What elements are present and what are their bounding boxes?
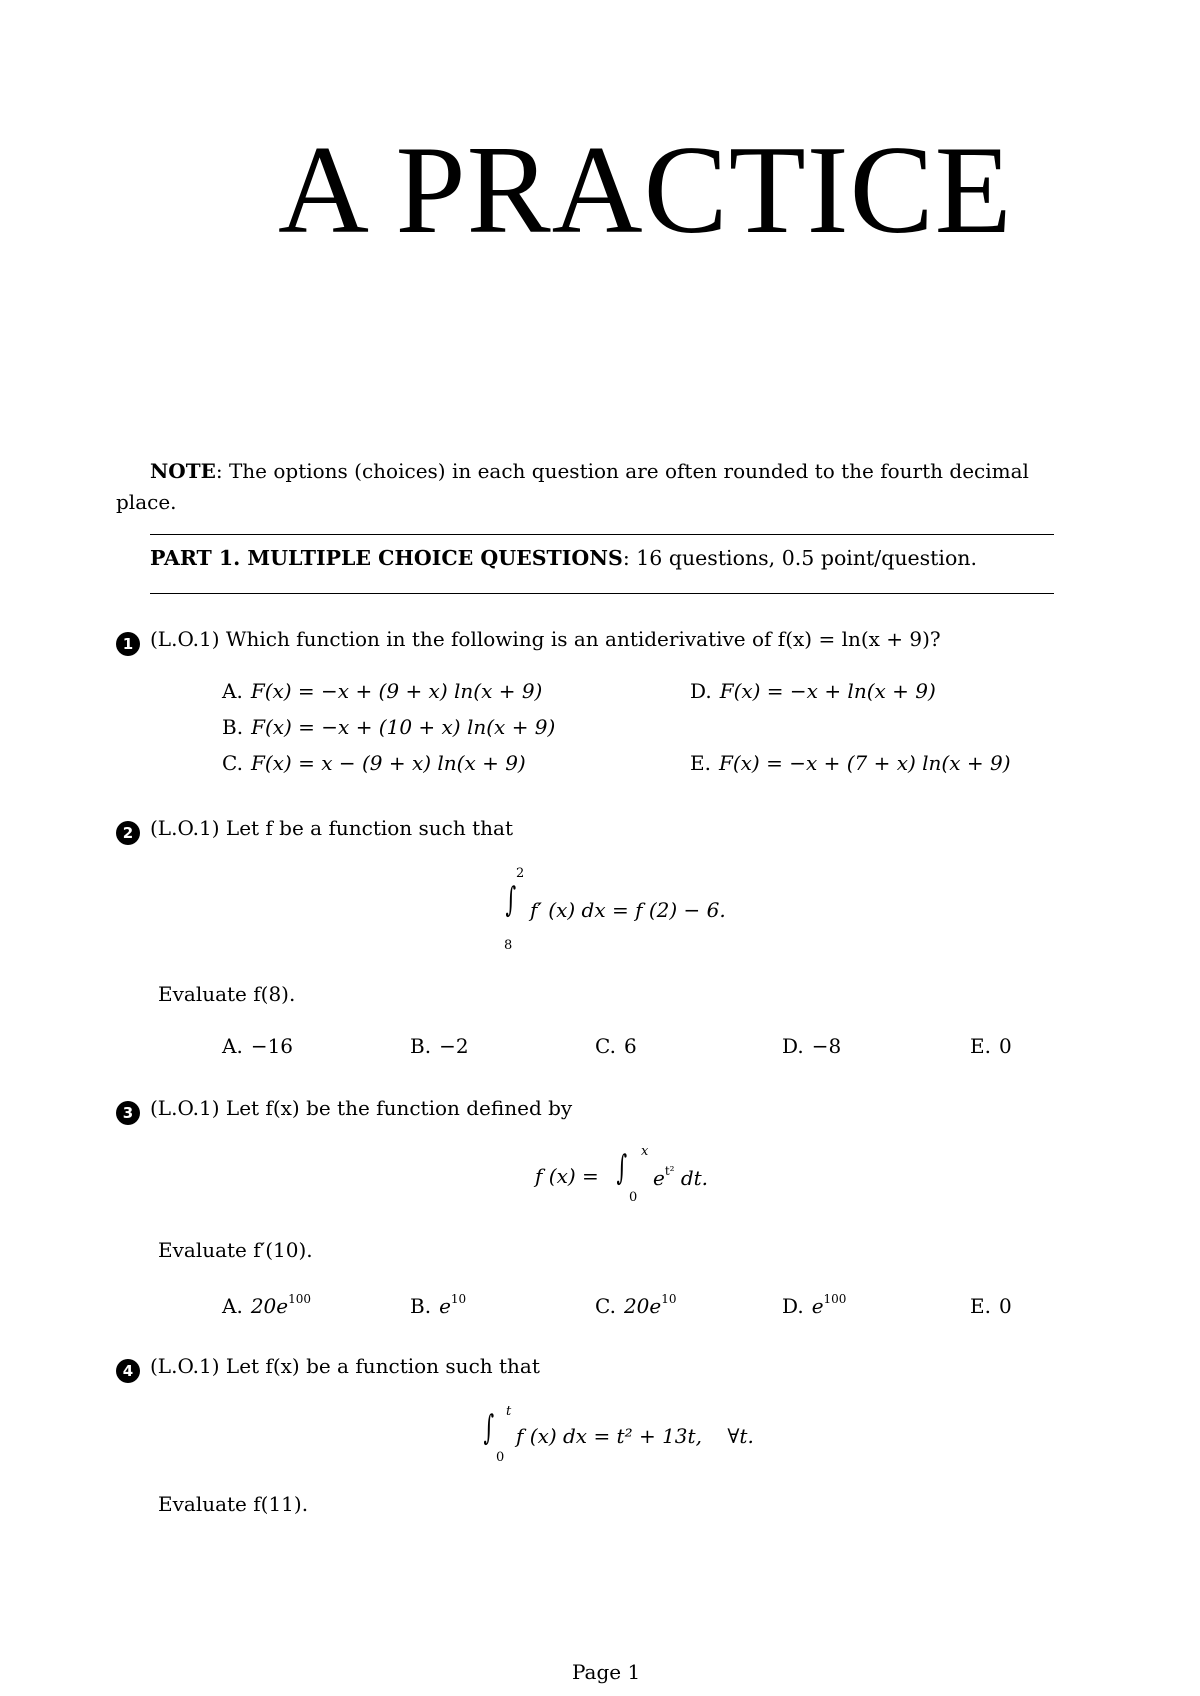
option-label: A. — [222, 679, 243, 703]
question-number-badge: 3 — [116, 1101, 140, 1125]
option-b — [410, 1034, 469, 1058]
option-base: 20e — [250, 1294, 289, 1318]
option-label: E. — [970, 1034, 991, 1058]
equation-body: f (x) dx = t² + 13t, ∀t. — [516, 1424, 754, 1448]
note-text-cont: place. — [116, 490, 177, 514]
integrand-differential: dt. — [680, 1166, 709, 1190]
question-2 — [116, 816, 513, 845]
question-number-badge: 2 — [116, 821, 140, 845]
integral-upper-limit: t — [506, 1404, 512, 1419]
integrand-base: e — [653, 1166, 665, 1190]
part-label: PART 1. MULTIPLE CHOICE QUESTIONS — [150, 546, 623, 570]
option-c — [595, 1034, 637, 1058]
option-a — [222, 1034, 293, 1058]
option-text: F(x) = −x + ln(x + 9) — [719, 679, 936, 703]
option-base: e — [811, 1294, 824, 1318]
option-base: 20e — [623, 1294, 662, 1318]
option-text: F(x) = −x + (7 + x) ln(x + 9) — [718, 751, 1011, 775]
option-label: A. — [222, 1294, 243, 1318]
option-label: E. — [690, 751, 711, 775]
evaluate-prompt: Evaluate f′(10). — [158, 1238, 313, 1262]
question-number-badge: 1 — [116, 632, 140, 656]
integral-lower-limit: 8 — [504, 938, 513, 953]
option-e — [970, 1292, 1012, 1318]
equation-q3 — [535, 1144, 755, 1210]
option-label: A. — [222, 1034, 243, 1058]
option-exponent: 100 — [288, 1292, 312, 1306]
evaluate-prompt: Evaluate f(11). — [158, 1492, 309, 1516]
option-text: −16 — [250, 1034, 294, 1058]
option-base: 0 — [998, 1294, 1012, 1318]
question-1 — [116, 627, 941, 656]
option-c — [222, 751, 526, 775]
equation-body: f′ (x) dx = f (2) − 6. — [530, 898, 726, 922]
option-text: −2 — [439, 1034, 469, 1058]
option-text: −8 — [811, 1034, 842, 1058]
integral-sign: ∫ — [483, 1408, 495, 1448]
question-4 — [116, 1354, 540, 1383]
option-e — [970, 1034, 1012, 1058]
option-exponent: 100 — [823, 1292, 847, 1306]
option-base: e — [439, 1294, 451, 1318]
page-title: A PRACTICE — [278, 121, 1013, 260]
integral-lower-limit: 0 — [496, 1450, 505, 1465]
question-text: (L.O.1) Let f be a function such that — [150, 816, 513, 840]
note-text: : The options (choices) in each question are often rounded to the fourth decimal — [215, 459, 1029, 483]
integrand-exponent: t² — [664, 1164, 675, 1178]
option-text: F(x) = −x + (10 + x) ln(x + 9) — [251, 715, 556, 739]
note-paragraph — [116, 456, 1088, 518]
option-text: F(x) = −x + (9 + x) ln(x + 9) — [250, 679, 543, 703]
part-text: : 16 questions, 0.5 point/question. — [622, 546, 978, 570]
integral-upper-limit: x — [641, 1144, 649, 1159]
option-text: F(x) = x − (9 + x) ln(x + 9) — [250, 751, 526, 775]
integral-upper-limit: 2 — [516, 866, 525, 881]
option-exponent: 10 — [450, 1292, 467, 1306]
option-label: C. — [595, 1294, 616, 1318]
integrand — [653, 1164, 708, 1190]
integral-lower-limit: 0 — [629, 1190, 638, 1205]
option-label: D. — [782, 1294, 804, 1318]
note-label: NOTE — [150, 459, 216, 483]
question-text: (L.O.1) Let f(x) be the function defined by — [150, 1096, 573, 1120]
option-label: E. — [970, 1294, 991, 1318]
integral-sign: ∫ — [505, 880, 517, 920]
question-number-badge: 4 — [116, 1359, 140, 1383]
option-d — [690, 679, 936, 703]
option-d — [782, 1034, 841, 1058]
option-a — [222, 1292, 311, 1318]
option-d — [782, 1292, 846, 1318]
option-a — [222, 679, 542, 703]
integral-sign: ∫ — [616, 1148, 628, 1188]
question-text: (L.O.1) Let f(x) be a function such that — [150, 1354, 540, 1378]
option-b — [410, 1292, 466, 1318]
equation-q4 — [480, 1404, 800, 1470]
page-number: Page 1 — [572, 1660, 641, 1684]
part-heading — [150, 546, 977, 570]
option-label: B. — [410, 1034, 432, 1058]
equation-lhs: f (x) = — [535, 1164, 599, 1188]
question-text: (L.O.1) Which function in the following is an antiderivative of f(x) = ln(x + 9)? — [150, 627, 941, 651]
option-label: B. — [222, 715, 244, 739]
option-c — [595, 1292, 677, 1318]
option-label: C. — [595, 1034, 616, 1058]
divider-top — [150, 534, 1054, 535]
option-label: B. — [410, 1294, 432, 1318]
option-label: D. — [690, 679, 712, 703]
question-3 — [116, 1096, 572, 1125]
option-b — [222, 715, 555, 739]
equation-q2 — [498, 866, 758, 956]
evaluate-prompt: Evaluate f(8). — [158, 982, 296, 1006]
option-e — [690, 751, 1011, 775]
option-exponent: 10 — [661, 1292, 677, 1306]
option-text: 6 — [623, 1034, 637, 1058]
option-label: D. — [782, 1034, 804, 1058]
option-label: C. — [222, 751, 243, 775]
divider-bottom — [150, 593, 1054, 594]
option-text: 0 — [998, 1034, 1012, 1058]
